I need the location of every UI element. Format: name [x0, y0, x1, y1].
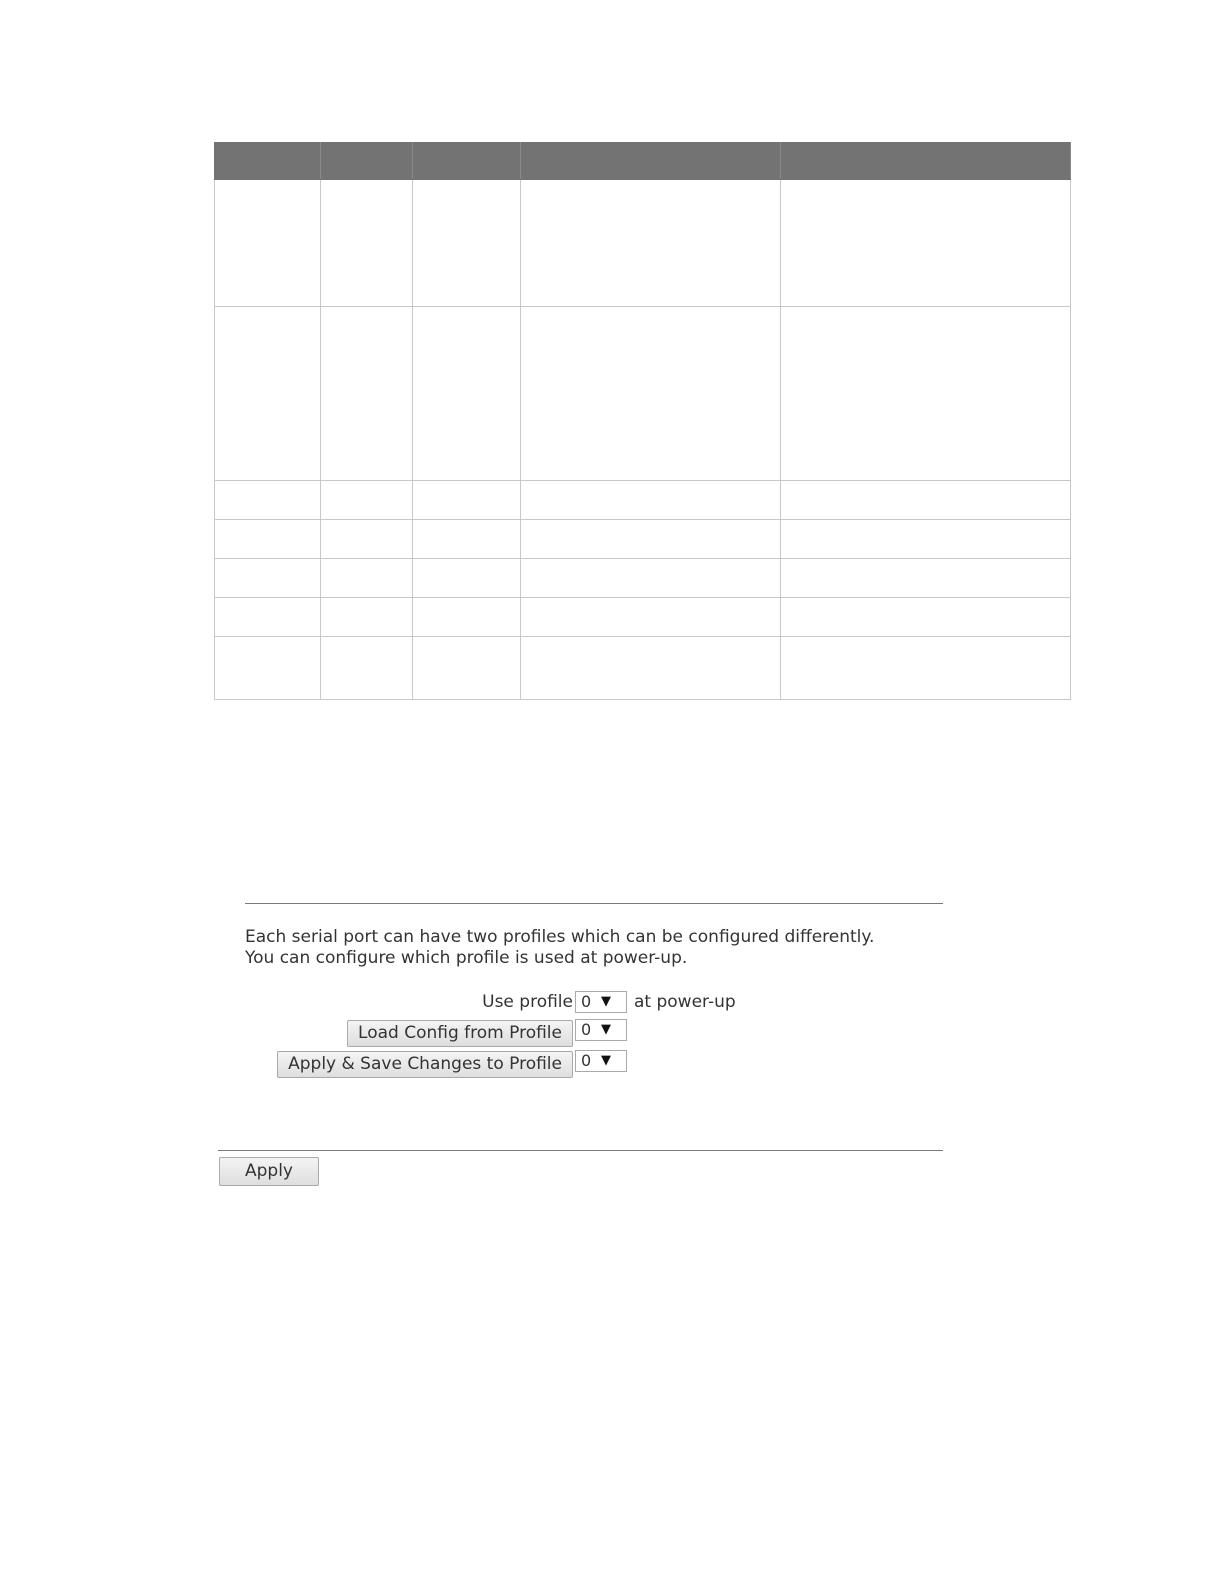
table-cell: [321, 559, 413, 598]
chevron-down-icon: ▼: [601, 994, 611, 1009]
table-cell: [521, 637, 781, 700]
footer-divider: [218, 1150, 943, 1151]
table-row: [215, 307, 1071, 481]
table-row: [215, 180, 1071, 307]
save-profile-value: 0: [581, 1051, 592, 1070]
table-cell: [521, 559, 781, 598]
power-up-label: at power-up: [634, 992, 736, 1012]
apply-save-profile-button[interactable]: Apply & Save Changes to Profile: [277, 1051, 573, 1078]
table-cell: [215, 520, 321, 559]
profile-controls: [245, 991, 943, 1087]
table-cell: [215, 637, 321, 700]
load-profile-row: [245, 1019, 943, 1047]
table-row: [215, 481, 1071, 520]
table-cell: [781, 481, 1071, 520]
table-cell: [321, 307, 413, 481]
table-cell: [781, 637, 1071, 700]
table-cell: [215, 598, 321, 637]
load-profile-value: 0: [581, 1020, 592, 1039]
load-profile-select[interactable]: [575, 1019, 627, 1041]
apply-button[interactable]: Apply: [219, 1157, 319, 1186]
use-profile-label: Use profile: [482, 992, 573, 1012]
table-cell: [781, 520, 1071, 559]
table-cell: [413, 520, 521, 559]
table-header-cell: [413, 143, 521, 180]
table-header-cell: [521, 143, 781, 180]
table-cell: [215, 180, 321, 307]
table-row: [215, 598, 1071, 637]
profile-description-line1: Each serial port can have two profiles which can be configured differently.: [245, 927, 875, 947]
table-row: [215, 637, 1071, 700]
table-header-cell: [321, 143, 413, 180]
table-header-cell: [781, 143, 1071, 180]
profile-description-line2: You can configure which profile is used at power-up.: [245, 948, 688, 968]
use-profile-row: [245, 991, 943, 1019]
table-row: [215, 559, 1071, 598]
table-row: [215, 520, 1071, 559]
table-cell: [321, 520, 413, 559]
table-cell: [413, 180, 521, 307]
table-cell: [781, 307, 1071, 481]
table-cell: [781, 559, 1071, 598]
table-cell: [321, 481, 413, 520]
table-cell: [413, 559, 521, 598]
table-cell: [215, 481, 321, 520]
table-cell: [521, 307, 781, 481]
table-cell: [521, 598, 781, 637]
chevron-down-icon: ▼: [601, 1022, 611, 1037]
reference-table: [214, 142, 1071, 700]
table-cell: [321, 180, 413, 307]
table-cell: [215, 559, 321, 598]
use-profile-value: 0: [581, 992, 592, 1011]
save-profile-row: [245, 1050, 943, 1078]
profile-description: [245, 927, 943, 969]
profile-panel: [245, 903, 943, 1087]
table-cell: [413, 598, 521, 637]
table-cell: [413, 637, 521, 700]
table-cell: [521, 520, 781, 559]
table-cell: [781, 180, 1071, 307]
table-cell: [215, 307, 321, 481]
table-header-row: [215, 143, 1071, 180]
table-cell: [413, 307, 521, 481]
use-profile-select[interactable]: [575, 991, 627, 1013]
table-cell: [321, 598, 413, 637]
table-cell: [321, 637, 413, 700]
table-cell: [781, 598, 1071, 637]
table-cell: [521, 180, 781, 307]
chevron-down-icon: ▼: [601, 1053, 611, 1068]
load-config-button[interactable]: Load Config from Profile: [347, 1020, 573, 1047]
save-profile-select[interactable]: [575, 1050, 627, 1072]
table-cell: [413, 481, 521, 520]
table-cell: [521, 481, 781, 520]
table-header-cell: [215, 143, 321, 180]
